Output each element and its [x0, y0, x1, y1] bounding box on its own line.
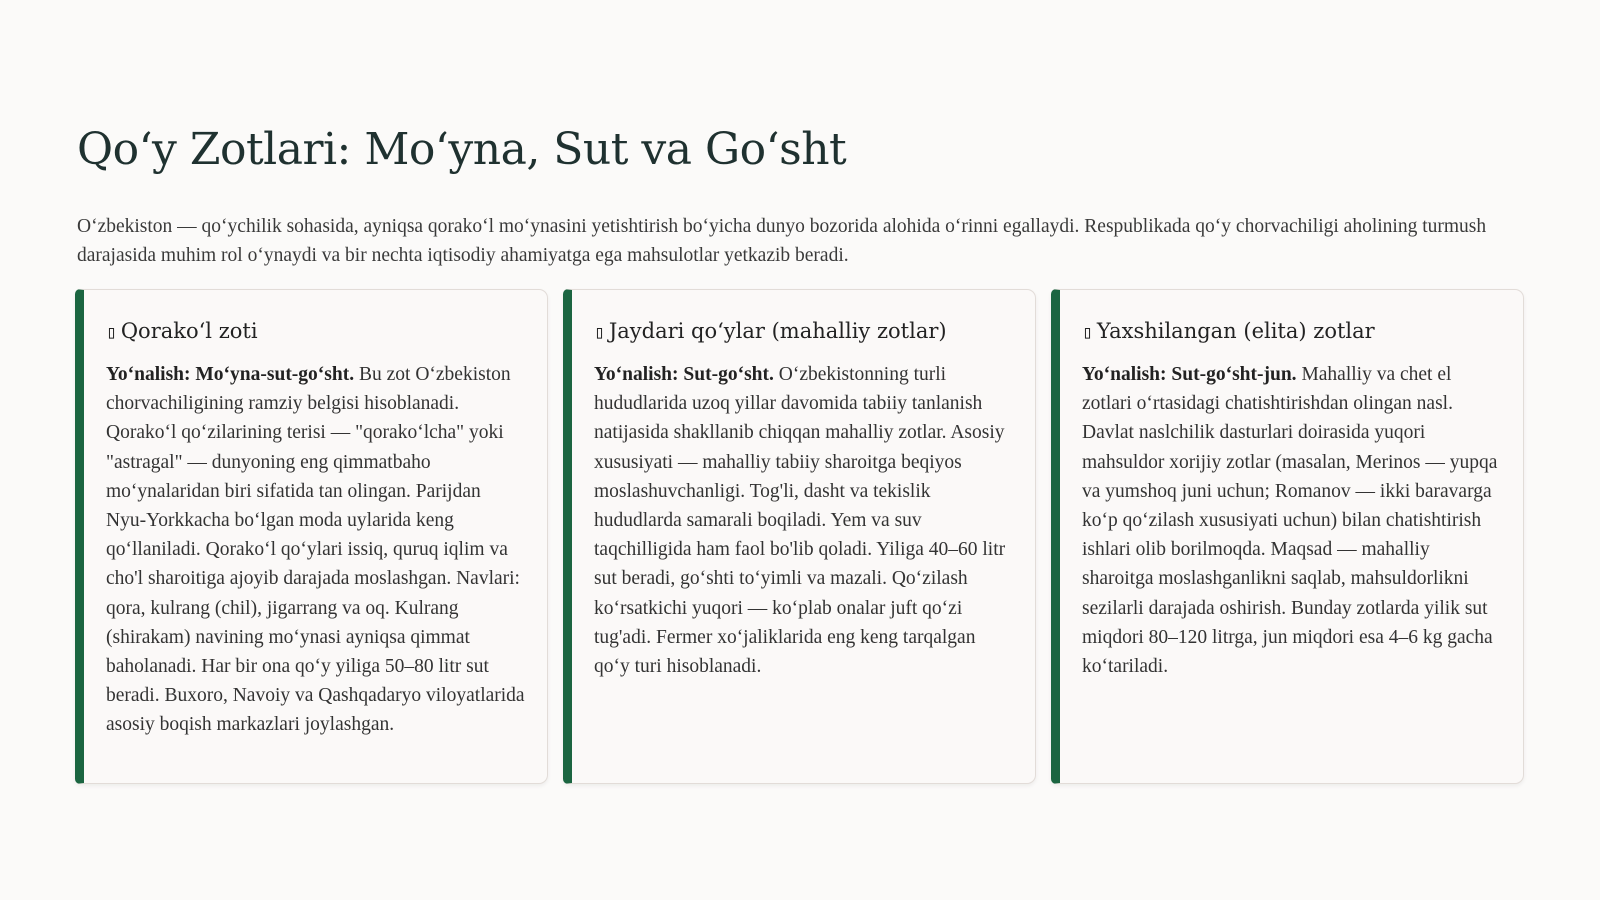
card-description: Bu zot Oʻzbekiston chorvachiligining ramziy belgisi hisoblanadi. Qorakoʻl qoʻzilarining terisi — "qorakoʻlcha" yoki "astragal" — dunyoning eng qimmatbaho moʻynalaridan biri sifatida tan olingan. Parijdan Nyu-Yorkkacha boʻlgan moda uylarida keng qoʻllaniladi. Qorakoʻl qoʻylari issiq, quruq iqlim va cho'l sharoitiga ajoyib darajada moslashgan. Navlari: qora, kulrang (chil), jigarrang va oq. Kulrang (shirakam) navining moʻynasi ayniqsa qimmat baholanadi. Har bir ona qoʻy yiliga 50–80 litr sut beradi. Buxoro, Navoiy va Qashqadaryo viloyatlarida asosiy boqish markazlari joylashgan. — [106, 364, 525, 736]
card-title-text: Yaxshilangan (elita) zotlar — [1096, 319, 1375, 343]
card-body — [106, 360, 525, 740]
placeholder-icon: ▯ — [106, 322, 117, 343]
card-direction: Yoʻnalish: Sut-goʻsht. — [594, 364, 774, 385]
page-content — [77, 118, 1523, 736]
card-body — [1082, 360, 1501, 681]
card-title — [1082, 316, 1501, 348]
card-direction: Yoʻnalish: Moʻyna-sut-goʻsht. — [106, 364, 355, 385]
placeholder-icon: ▯ — [1082, 322, 1093, 343]
card-body — [594, 360, 1013, 681]
card-qorakol — [75, 289, 548, 784]
card-jaydari — [563, 289, 1036, 784]
card-description: Mahalliy va chet el zotlari oʻrtasidagi chatishtirishdan olingan nasl. Davlat naslchilik dasturlari doirasida yuqori mahsuldor xorijiy zotlar (masalan, Merinos — yupqa va yumshoq juni uchun; Romanov — ikki baravarga koʻp qoʻzilash xususiyati uchun) bilan chatishtirish ishlari olib borilmoqda. Maqsad — mahalliy sharoitga moslashganlikni saqlab, mahsuldorlikni sezilarli darajada oshirish. Bunday zotlarda yilik sut miqdori 80–120 litrga, jun miqdori esa 4–6 kg gacha koʻtariladi. — [1082, 364, 1498, 678]
intro-paragraph: Oʻzbekiston — qoʻychilik sohasida, ayniqsa qorakoʻl moʻynasini yetishtirish boʻyicha dunyo bozorida alohida oʻrinni egallaydi. Respublikada qoʻy chorvachiligi aholining turmush darajasida muhim rol oʻynaydi va bir nechta iqtisodiy ahamiyatga ega mahsulotlar yetkazib beradi. — [77, 216, 1487, 266]
card-title — [594, 316, 1013, 348]
card-title-text: Jaydari qoʻylar (mahalliy zotlar) — [608, 319, 947, 343]
card-elita — [1051, 289, 1524, 784]
breed-cards — [75, 289, 1525, 784]
placeholder-icon: ▯ — [594, 322, 605, 343]
card-title — [106, 316, 525, 348]
page-title: Qoʻy Zotlari: Moʻyna, Sut va Goʻsht — [77, 124, 847, 175]
card-title-text: Qorakoʻl zoti — [120, 319, 258, 343]
card-direction: Yoʻnalish: Sut-goʻsht-jun. — [1082, 364, 1297, 385]
card-description: Oʻzbekistonning turli hududlarida uzoq yillar davomida tabiiy tanlanish natijasida shakllanib chiqqan mahalliy zotlar. Asosiy xususiyati — mahalliy tabiiy sharoitga beqiyos moslashuvchanligi. Tog'li, dasht va tekislik hududlarda samarali boqiladi. Yem va suv taqchilligida ham faol bo'lib qoladi. Yiliga 40–60 litr sut beradi, goʻshti toʻyimli va mazali. Qoʻzilash koʻrsatkichi yuqori — koʻplab onalar juft qoʻzi tug'adi. Fermer xoʻjaliklarida eng keng tarqalgan qoʻy turi hisoblanadi. — [594, 364, 1006, 678]
